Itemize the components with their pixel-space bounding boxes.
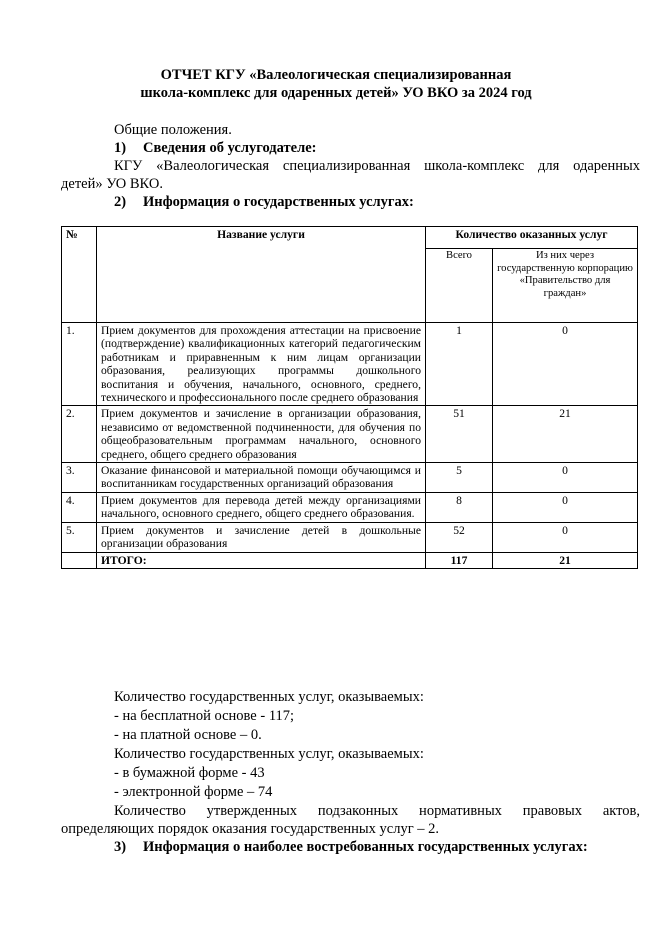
row-number: 1. [62, 323, 97, 406]
table-row [62, 463, 638, 493]
row-total: 52 [426, 522, 493, 552]
row-gov-corp: 0 [493, 463, 638, 493]
row-gov-corp: 0 [493, 522, 638, 552]
row-total: 8 [426, 492, 493, 522]
section-1-number: 1) [114, 140, 127, 156]
table-row [62, 522, 638, 552]
section-1-heading: Сведения об услугодателе: [143, 140, 317, 156]
header-service-name: Название услуги [97, 227, 426, 323]
summary-line-1: Количество государственных услуг, оказываемых: [114, 689, 424, 705]
total-row [62, 552, 638, 568]
general-provisions: Общие положения. [114, 122, 232, 138]
provider-text-line-2: детей» УО ВКО. [61, 176, 163, 192]
table-row [62, 406, 638, 463]
summary-line-5: - в бумажной форме - 43 [114, 765, 265, 781]
title-line-1: ОТЧЕТ КГУ «Валеологическая специализированная [160, 67, 512, 83]
row-total: 1 [426, 323, 493, 406]
header-gov-corp: Из них через государственную корпорацию «Правительство для граждан» [493, 249, 638, 323]
services-table [61, 226, 638, 569]
summary-line-3: - на платной основе – 0. [114, 727, 262, 743]
total-gov-corp: 21 [493, 552, 638, 568]
section-3-number: 3) [114, 839, 127, 855]
section-2-heading: Информация о государственных услугах: [143, 194, 414, 210]
row-gov-corp: 0 [493, 323, 638, 406]
row-service-name: Оказание финансовой и материальной помощи обучающимся и воспитанникам государственных организаций образования [97, 463, 426, 493]
row-number: 3. [62, 463, 97, 493]
section-2-number: 2) [114, 194, 127, 210]
summary-line-7b: определяющих порядок оказания государственных услуг – 2. [61, 821, 440, 837]
row-service-name: Прием документов для перевода детей между организациями начального, основного среднего, общего среднего образования. [97, 492, 426, 522]
row-total: 51 [426, 406, 493, 463]
summary-line-7a: Количество утвержденных подзаконных нормативных правовых актов, [114, 803, 640, 819]
table-row [62, 323, 638, 406]
row-gov-corp: 21 [493, 406, 638, 463]
header-quantity: Количество оказанных услуг [426, 227, 638, 249]
row-number: 4. [62, 492, 97, 522]
section-3-heading: Информация о наиболее востребованных государственных услугах: [143, 839, 588, 855]
provider-text-line-1: КГУ «Валеологическая специализированная школа-комплекс для одаренных [114, 158, 640, 174]
total-empty-cell [62, 552, 97, 568]
header-total: Всего [426, 249, 493, 323]
row-service-name: Прием документов для прохождения аттестации на присвоение (подтверждение) квалификационных категорий педагогическим работникам и приравненным к ним лицам организации образования, реализующих программы дошкольного воспитания и обучения, начального, основного, среднего, технического и профессионального после среднего образования [97, 323, 426, 406]
row-number: 5. [62, 522, 97, 552]
total-label: ИТОГО: [97, 552, 426, 568]
header-number: № [62, 227, 97, 323]
summary-line-2: - на бесплатной основе - 117; [114, 708, 295, 724]
report-title [60, 66, 612, 102]
summary-line-4: Количество государственных услуг, оказываемых: [114, 746, 424, 762]
row-total: 5 [426, 463, 493, 493]
row-service-name: Прием документов и зачисление детей в дошкольные организации образования [97, 522, 426, 552]
total-value: 117 [426, 552, 493, 568]
title-line-2: школа-комплекс для одаренных детей» УО ВКО за 2024 год [140, 85, 532, 101]
summary-line-6: - электронной форме – 74 [114, 784, 273, 800]
row-gov-corp: 0 [493, 492, 638, 522]
table-row [62, 492, 638, 522]
row-service-name: Прием документов и зачисление в организации образования, независимо от ведомственной подчиненности, для обучения по общеобразовательным программам начального, основного среднего, общего среднего образования [97, 406, 426, 463]
row-number: 2. [62, 406, 97, 463]
